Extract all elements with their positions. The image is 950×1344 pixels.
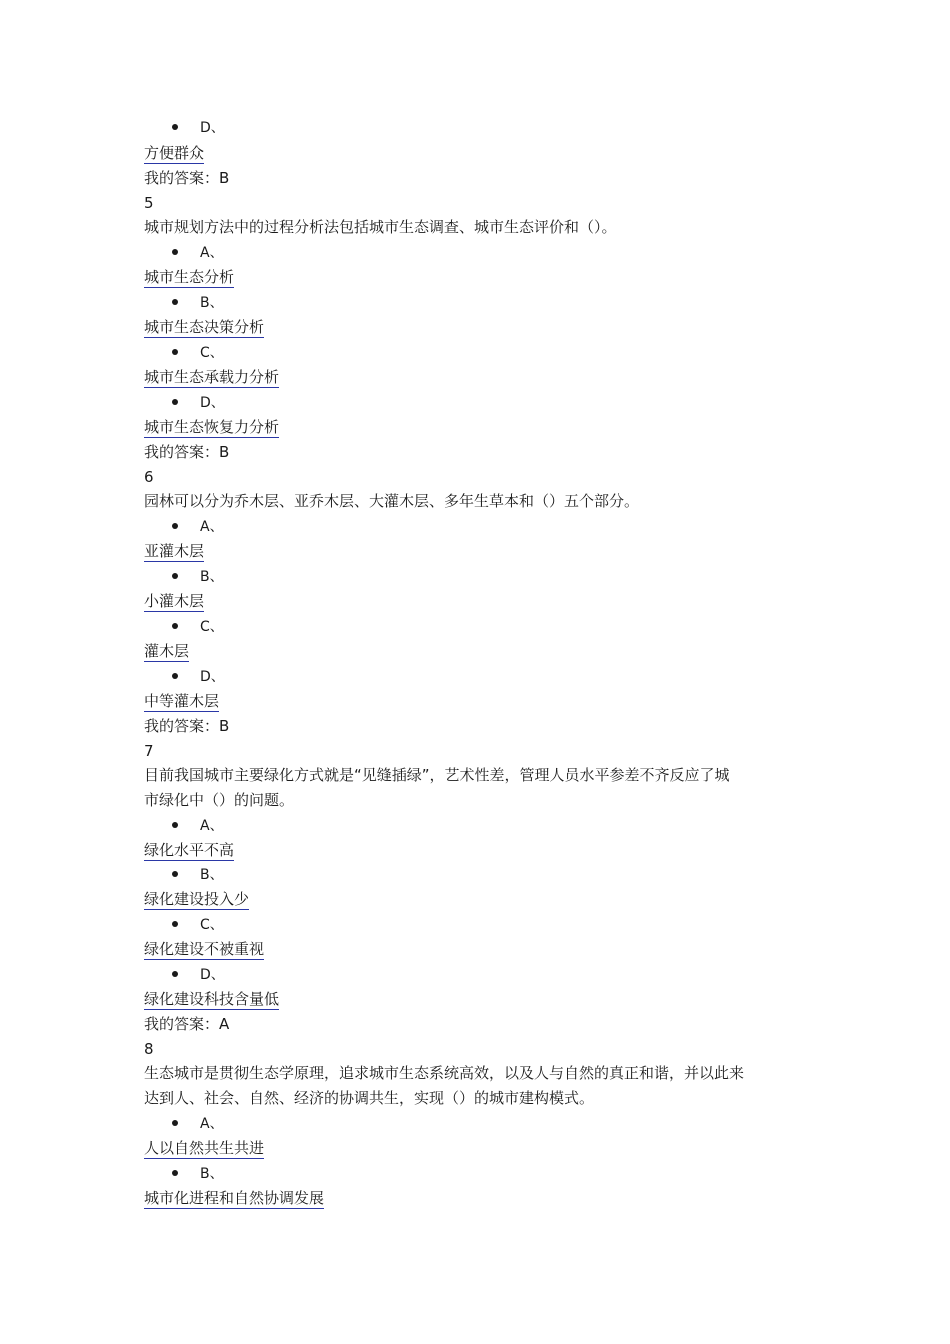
option-text[interactable]: 城市化进程和自然协调发展 xyxy=(144,1189,325,1207)
option-text[interactable]: 城市生态恢复力分析 xyxy=(144,418,280,436)
option-text[interactable]: 人以自然共生共进 xyxy=(144,1139,265,1157)
question-text: 城市规划方法中的过程分析法包括城市生态调查、城市生态评价和（）。 xyxy=(144,218,617,236)
my-answer: 我的答案：B xyxy=(144,717,230,735)
bullet-icon xyxy=(172,249,178,255)
option-text[interactable]: 城市生态决策分析 xyxy=(144,318,265,336)
question-text-line1: 目前我国城市主要绿化方式就是“见缝插绿”，艺术性差，管理人员水平参差不齐反应了城 xyxy=(144,766,730,784)
bullet-icon xyxy=(172,349,178,355)
option-bullet-row xyxy=(172,118,225,138)
option-text[interactable]: 小灌木层 xyxy=(144,592,205,610)
option-bullet-row xyxy=(172,915,224,935)
option-bullet-row xyxy=(172,617,224,637)
option-text[interactable]: 方便群众 xyxy=(144,144,205,162)
option-label: D、 xyxy=(200,120,225,136)
my-answer: 我的答案：A xyxy=(144,1015,230,1033)
option-label: A、 xyxy=(200,245,224,261)
option-label: A、 xyxy=(200,818,224,834)
option-bullet-row xyxy=(172,865,224,885)
option-label: B、 xyxy=(200,295,224,311)
bullet-icon xyxy=(172,921,178,927)
bullet-icon xyxy=(172,623,178,629)
bullet-icon xyxy=(172,299,178,305)
option-text[interactable]: 亚灌木层 xyxy=(144,542,205,560)
option-label: D、 xyxy=(200,967,225,983)
option-text[interactable]: 绿化建设科技含量低 xyxy=(144,990,280,1008)
option-text[interactable]: 绿化建设投入少 xyxy=(144,890,250,908)
option-bullet-row xyxy=(172,1114,224,1134)
option-bullet-row xyxy=(172,393,225,413)
question-text-line2: 达到人、社会、自然、经济的协调共生，实现（）的城市建构模式。 xyxy=(144,1089,595,1107)
bullet-icon xyxy=(172,573,178,579)
option-label: B、 xyxy=(200,569,224,585)
option-bullet-row xyxy=(172,343,224,363)
option-text[interactable]: 城市生态承载力分析 xyxy=(144,368,280,386)
my-answer: 我的答案：B xyxy=(144,443,230,461)
bullet-icon xyxy=(172,399,178,405)
option-label: A、 xyxy=(200,519,224,535)
option-text[interactable]: 中等灌木层 xyxy=(144,692,220,710)
option-text[interactable]: 城市生态分析 xyxy=(144,268,235,286)
option-bullet-row xyxy=(172,243,224,263)
bullet-icon xyxy=(172,673,178,679)
bullet-icon xyxy=(172,1170,178,1176)
bullet-icon xyxy=(172,871,178,877)
option-bullet-row xyxy=(172,667,225,687)
option-label: C、 xyxy=(200,619,224,635)
question-number: 7 xyxy=(144,742,154,760)
option-bullet-row xyxy=(172,517,224,537)
option-text[interactable]: 绿化水平不高 xyxy=(144,841,235,859)
bullet-icon xyxy=(172,523,178,529)
bullet-icon xyxy=(172,1120,178,1126)
bullet-icon xyxy=(172,971,178,977)
option-text[interactable]: 绿化建设不被重视 xyxy=(144,940,265,958)
option-label: A、 xyxy=(200,1116,224,1132)
option-text[interactable]: 灌木层 xyxy=(144,642,190,660)
option-bullet-row xyxy=(172,293,224,313)
question-text: 园林可以分为乔木层、亚乔木层、大灌木层、多年生草本和（）五个部分。 xyxy=(144,492,640,510)
option-label: D、 xyxy=(200,395,225,411)
bullet-icon xyxy=(172,124,178,130)
option-label: C、 xyxy=(200,917,224,933)
option-bullet-row xyxy=(172,567,224,587)
option-label: B、 xyxy=(200,867,224,883)
option-label: B、 xyxy=(200,1166,224,1182)
option-bullet-row xyxy=(172,1164,224,1184)
option-bullet-row xyxy=(172,965,225,985)
option-bullet-row xyxy=(172,816,224,836)
question-number: 6 xyxy=(144,468,154,486)
my-answer: 我的答案：B xyxy=(144,169,230,187)
question-text-line1: 生态城市是贯彻生态学原理，追求城市生态系统高效，以及人与自然的真正和谐，并以此来 xyxy=(144,1064,745,1082)
option-label: D、 xyxy=(200,669,225,685)
question-number: 8 xyxy=(144,1040,154,1058)
bullet-icon xyxy=(172,822,178,828)
question-number: 5 xyxy=(144,194,154,212)
question-text-line2: 市绿化中（）的问题。 xyxy=(144,791,295,809)
option-label: C、 xyxy=(200,345,224,361)
